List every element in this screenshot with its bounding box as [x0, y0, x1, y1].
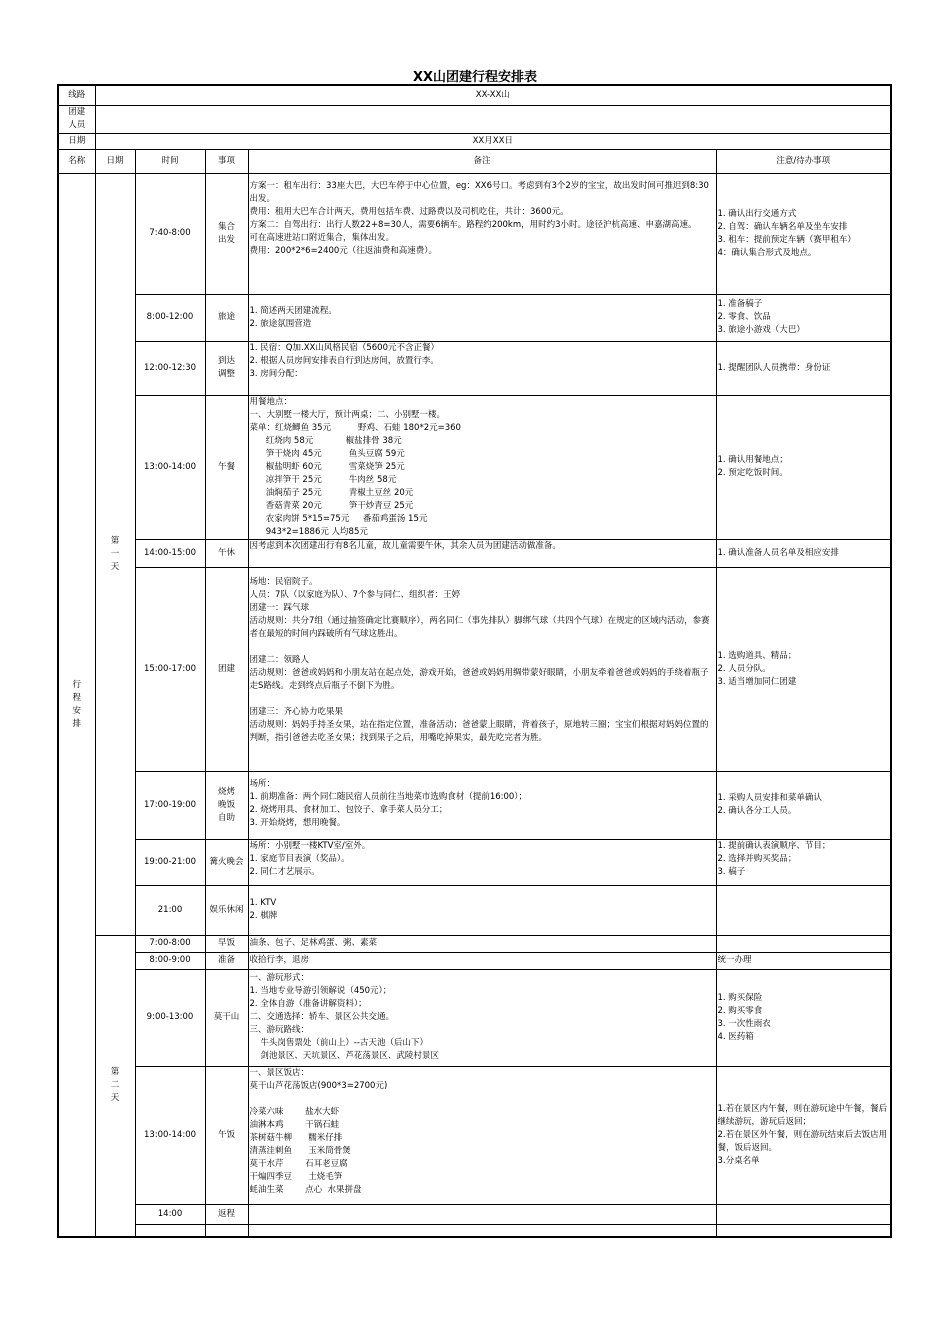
- row-todo: 1. 确认出行交通方式 2. 自驾：确认车辆名单及坐车安排 3. 租车：提前预定车辆（赛甲租车） 4：确认集合形式及地点。: [716, 173, 891, 294]
- row-item: 娱乐休闲: [205, 885, 248, 935]
- row-time: 8:00-9:00: [135, 952, 205, 969]
- col-header-date: 日期: [95, 149, 135, 173]
- row-time: 19:00-21:00: [135, 839, 205, 885]
- table-row: [58, 1066, 891, 1204]
- table-row: [58, 1224, 891, 1237]
- row-todo: 1. 选购道具、精品； 2. 人员分队。 3. 适当增加同仁团建: [716, 567, 891, 771]
- empty-cell: [716, 1224, 891, 1237]
- row-note: [248, 1204, 716, 1224]
- people-label: 团建 人员: [58, 105, 95, 133]
- row-note: 用餐地点： 一、大别墅一楼大厅，预计两桌；二、小别墅一楼。 菜单：红烧鲫鱼 35元 野鸡、石蛙 180*2元=360 红烧肉 58元 椒盐排骨 38元 笋干烧肉 45元 鱼头豆腐 59元 椒盐明虾 60元 雪菜烧笋 25元 凉拌笋干 25元 牛肉丝 58元 油焖茄子 25元 青椒土豆丝 20元 香菇青菜 20元 笋干炒青豆 25元 农家肉饼 5*15=75元 番茄鸡蛋汤 15元 943*2=1886元 人均85元: [248, 395, 716, 539]
- row-todo: 1.若在景区内午餐，则在游玩途中午餐，餐后继续游玩，游玩后返回； 2.若在景区外午餐，则在游玩结束后去饭店用餐，饭后返回。 3.分桌名单: [716, 1066, 891, 1204]
- row-todo: 1. 提前确认表演顺序、节目； 2. 选择并购买奖品； 3. 稿子: [716, 839, 891, 885]
- empty-cell: [135, 1224, 205, 1237]
- date-value: XX月XX日: [95, 133, 891, 149]
- row-todo: 1. 购买保险 2. 购买零食 3. 一次性雨衣 4. 医药箱: [716, 969, 891, 1066]
- table-row: [58, 952, 891, 969]
- table-row: [58, 395, 891, 539]
- table-row: [58, 539, 891, 567]
- row-todo: 1. 采购人员安排和菜单确认 2. 确认各分工人员。: [716, 771, 891, 839]
- table-row: [58, 1204, 891, 1224]
- row-note: 场地：民宿院子。 人员：7队（以家庭为队）、7个参与同仁、组织者：王婷 团建一：踩气球 活动规则：共分7组（通过抽签确定比赛顺序），两名同仁（事先排队）脚绑气球（共四个气球）在规定的区域内活动，参赛者在最短的时间内踩破所有气球这胜出。 团建二：领路人 活动规则：爸爸或妈妈和小朋友站在起点处，游戏开始，爸爸或妈妈用绸带蒙好眼睛，小朋友牵着爸爸或妈妈的手绕着瓶子走S路线。走到终点后瓶子不倒下为胜。 团建三：齐心协力吃果果 活动规则：妈妈手持圣女果，站在指定位置，准备活动；爸爸蒙上眼睛，背着孩子，原地转三圈；宝宝们根据对妈妈位置的判断，指引爸爸去吃圣女果；找到果子之后，用嘴吃掉果实，最先吃完者为胜。: [248, 567, 716, 771]
- row-time: 21:00: [135, 885, 205, 935]
- row-note: 1. 简述两天团建流程。 2. 旅途氛围营造: [248, 294, 716, 341]
- row-note: 方案一：租车出行：33座大巴，大巴车停于中心位置，eg：XX6号口。考虑到有3个2岁的宝宝，故出发时间可推迟到8:30出发。 费用：租用大巴车合计两天，费用包括车费、过路费以及司机吃住，共计：3600元。 方案二：自驾出行：出行人数22+8=30人，需要6辆车。路程约200km，用时约3小时。途径沪杭高速、申嘉湖高速。 可在高速进站口附近集合，集体出发。 费用：200*2*6=2400元（往返油费和高速费）。: [248, 173, 716, 294]
- row-item: 团建: [205, 567, 248, 771]
- route-value: XX-XX山: [95, 85, 891, 105]
- table-row: [58, 969, 891, 1066]
- table-row: [58, 294, 891, 341]
- col-header-todo: 注意/待办事项: [716, 149, 891, 173]
- row-item: 午休: [205, 539, 248, 567]
- row-todo: [716, 885, 891, 935]
- row-item: 篝火晚会: [205, 839, 248, 885]
- row-time: 7:40-8:00: [135, 173, 205, 294]
- row-time: 15:00-17:00: [135, 567, 205, 771]
- itinerary-table: [57, 84, 892, 1238]
- row-note: 场所：小别墅一楼KTV室/室外。 1. 家庭节目表演（奖品）。 2. 同仁才艺展示。: [248, 839, 716, 885]
- row-note: 油条、包子、足林鸡蛋、粥、素菜: [248, 935, 716, 952]
- row-item: 烧烤 晚饭 自助: [205, 771, 248, 839]
- table-row: [58, 173, 891, 294]
- row-note: 一、游玩形式： 1. 当地专业导游引领解说（450元）； 2. 全体自游（准备讲解资料）； 二、交通选择：轿车、景区公共交通。 三、游玩路线： 牛头岗售票处（前山上）--古天池（后山下） 剑池景区、天坑景区、芦花荡景区、武陵村景区: [248, 969, 716, 1066]
- row-time: 8:00-12:00: [135, 294, 205, 341]
- row-note: 场所： 1. 前期准备：两个同仁随民宿人员前往当地菜市选购食材（提前16:00）； 2. 烧烤用具、食材加工、包饺子、拿手菜人员分工； 3. 开始烧烤，想用晚餐。: [248, 771, 716, 839]
- people-value: [95, 105, 891, 133]
- row-todo: 1. 确认准备人员名单及相应安排: [716, 539, 891, 567]
- col-header-time: 时间: [135, 149, 205, 173]
- row-todo: 1. 准备稿子 2. 零食、饮品 3. 旅途小游戏（大巴）: [716, 294, 891, 341]
- day-label-1: 第 一 天: [95, 173, 135, 935]
- row-time: 13:00-14:00: [135, 395, 205, 539]
- table-row: [58, 341, 891, 395]
- table-row: [58, 771, 891, 839]
- col-header-name: 名称: [58, 149, 95, 173]
- row-todo: 1. 提醒团队人员携带：身份证: [716, 341, 891, 395]
- row-item: 早饭: [205, 935, 248, 952]
- col-header-note: 备注: [248, 149, 716, 173]
- table-row: [58, 839, 891, 885]
- row-time: 9:00-13:00: [135, 969, 205, 1066]
- row-note: 1. KTV 2. 棋牌: [248, 885, 716, 935]
- table-row: [58, 885, 891, 935]
- row-item: 旅途: [205, 294, 248, 341]
- route-label: 线路: [58, 85, 95, 105]
- table-row: [58, 935, 891, 952]
- table-row: [58, 567, 891, 771]
- row-todo: [716, 935, 891, 952]
- row-time: 14:00: [135, 1204, 205, 1224]
- day-label-2: 第 二 天: [95, 935, 135, 1237]
- row-note: 因考虑到本次团建出行有8名儿童，故儿童需要午休，其余人员为团建活动做准备。: [248, 539, 716, 567]
- row-time: 14:00-15:00: [135, 539, 205, 567]
- col-header-item: 事项: [205, 149, 248, 173]
- date-label: 日期: [58, 133, 95, 149]
- row-todo: [716, 1204, 891, 1224]
- row-time: 12:00-12:30: [135, 341, 205, 395]
- row-todo: 统一办理: [716, 952, 891, 969]
- row-time: 13:00-14:00: [135, 1066, 205, 1204]
- page-title: XX山团建行程安排表: [412, 70, 538, 85]
- row-item: 莫干山: [205, 969, 248, 1066]
- row-item: 午饭: [205, 1066, 248, 1204]
- row-item: 准备: [205, 952, 248, 969]
- row-item: 午餐: [205, 395, 248, 539]
- row-note: 收拾行李，退房: [248, 952, 716, 969]
- empty-cell: [205, 1224, 248, 1237]
- row-time: 17:00-19:00: [135, 771, 205, 839]
- row-note: 1. 民宿：Q加.XX山风格民宿（5600元不含正餐） 2. 根据人员房间安排表自行到达房间，放置行李。 3. 房间分配：: [248, 341, 716, 395]
- row-item: 返程: [205, 1204, 248, 1224]
- row-todo: 1. 确认用餐地点； 2. 预定吃饭时间。: [716, 395, 891, 539]
- row-note: 一、景区饭店： 莫干山芦花荡饭店(900*3=2700元) 冷菜六味 盐水大虾 油淋本鸡 干锅石蛙 茶树菇牛柳 糯米仔排 清蒸洼刺鱼 玉米筒骨煲 莫干水芹 石耳老豆腐 干煸四季豆 土烧毛笋 蚝油生菜 点心 水果拼盘: [248, 1066, 716, 1204]
- empty-cell: [248, 1224, 716, 1237]
- row-item: 集合 出发: [205, 173, 248, 294]
- row-time: 7:00-8:00: [135, 935, 205, 952]
- section-name: 行 程 安 排: [58, 173, 95, 1237]
- row-item: 到达 调整: [205, 341, 248, 395]
